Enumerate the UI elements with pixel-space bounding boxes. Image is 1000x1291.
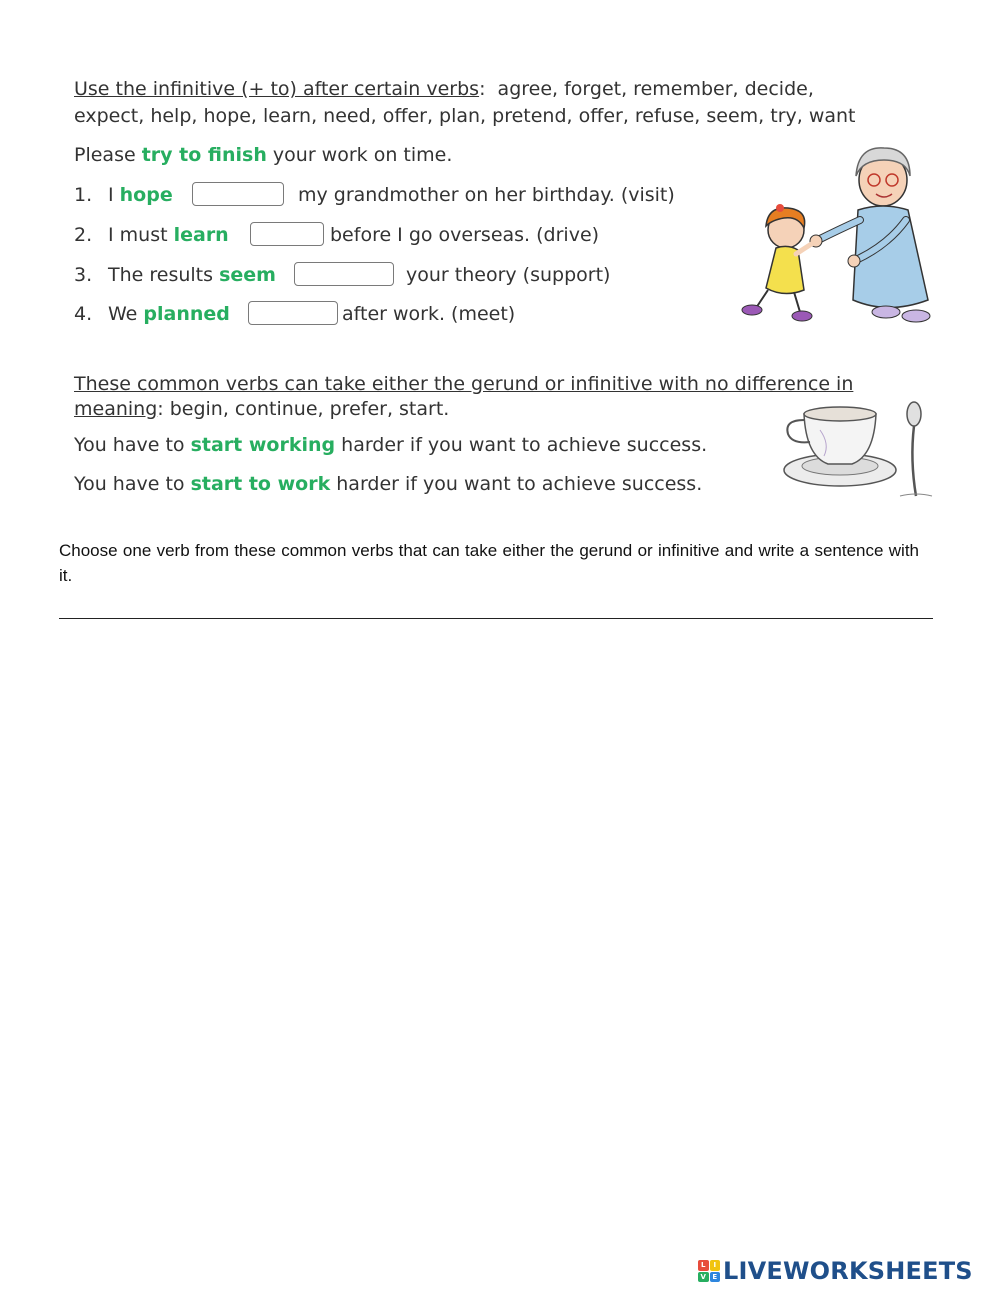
writing-instruction: Choose one verb from these common verbs that can take either the gerund or infinitive and write a sentence with it. <box>59 541 919 585</box>
gerund-example <box>74 434 707 456</box>
exercise-item-1 <box>74 180 714 210</box>
example-text-after: your work on time. <box>266 144 453 166</box>
infinitive-rule <box>74 76 934 130</box>
example-highlight: start to work <box>190 473 331 495</box>
item-text-after: after work. (meet) <box>342 303 516 325</box>
item-text-before: We <box>108 303 144 325</box>
example-text-after: harder if you want to achieve success. <box>335 434 708 456</box>
answer-line[interactable] <box>59 618 933 619</box>
item-highlight: hope <box>119 184 173 206</box>
example-text-before: Please <box>74 144 142 166</box>
answer-input-1[interactable] <box>192 182 284 206</box>
logo-mark-l: L <box>698 1260 709 1271</box>
infinitive-rule-lead: Use the infinitive (+ to) after certain verbs <box>74 78 480 100</box>
gerund-rule-verbs: : begin, continue, prefer, start. <box>157 398 450 420</box>
gerund-rule-lead: These common verbs can take either the gerund or infinitive with no difference in meaning <box>74 373 854 420</box>
infinitive-example-2 <box>74 473 702 495</box>
exercise-item-4 <box>74 299 714 329</box>
liveworksheets-logo <box>698 1254 973 1288</box>
item-text-after: my grandmother on her birthday. (visit) <box>298 184 675 206</box>
item-text-before: I <box>108 184 120 206</box>
teacup-spoon-illustration <box>780 400 940 505</box>
item-number: 2. <box>74 224 93 246</box>
infinitive-rule-verbs-1: agree, forget, remember, decide, <box>497 78 814 100</box>
logo-mark-v: V <box>698 1272 709 1283</box>
infinitive-example <box>74 144 452 166</box>
logo-mark-i: I <box>710 1260 721 1271</box>
item-highlight: learn <box>173 224 229 246</box>
infinitive-section <box>74 76 934 325</box>
example-highlight: start working <box>190 434 336 456</box>
answer-input-4[interactable] <box>248 301 338 325</box>
item-text-before: I must <box>108 224 174 246</box>
logo-text: LIVEWORKSHEETS <box>723 1257 973 1285</box>
infinitive-rule-verbs-2: expect, help, hope, learn, need, offer, plan, pretend, offer, refuse, seem, try, want <box>74 105 856 127</box>
rule-colon: : <box>479 78 498 100</box>
item-text-after: before I go overseas. (drive) <box>330 224 600 246</box>
example-text-before: You have to <box>74 473 191 495</box>
exercise-item-3 <box>74 260 714 290</box>
exercise-item-2 <box>74 220 714 250</box>
item-highlight: planned <box>143 303 230 325</box>
answer-input-2[interactable] <box>250 222 324 246</box>
item-highlight: seem <box>219 264 276 286</box>
example-text-before: You have to <box>74 434 191 456</box>
item-number: 3. <box>74 264 93 286</box>
item-number: 1. <box>74 184 93 206</box>
item-number: 4. <box>74 303 93 325</box>
grandmother-girl-illustration <box>738 140 938 330</box>
answer-input-3[interactable] <box>294 262 394 286</box>
example-highlight: try to finish <box>141 144 267 166</box>
logo-mark-icon <box>698 1260 720 1282</box>
example-text-after: harder if you want to achieve success. <box>330 473 703 495</box>
logo-mark-e: E <box>710 1272 721 1283</box>
item-text-after: your theory (support) <box>406 264 611 286</box>
item-text-before: The results <box>108 264 220 286</box>
gerund-infinitive-rule <box>74 372 884 422</box>
